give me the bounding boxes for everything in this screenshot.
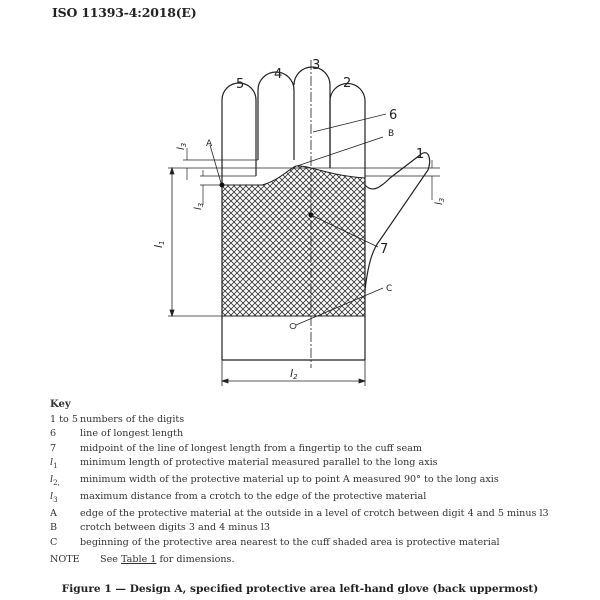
callout-6: 6 xyxy=(389,108,398,123)
dimension-l3-label: $l_3$ xyxy=(176,142,188,150)
digit-label-2: 2 xyxy=(343,76,352,91)
digit-label-1: 1 xyxy=(416,147,425,162)
digit-label-3: 3 xyxy=(312,58,321,73)
table-1-link[interactable]: Table 1 xyxy=(120,554,157,565)
callout-b: B xyxy=(388,129,395,139)
key-row: 6 line of longest length xyxy=(50,428,184,440)
document-id-header: ISO 11393-4:2018(E) xyxy=(52,5,197,20)
point-c-marker xyxy=(290,324,296,329)
key-title: Key xyxy=(50,399,71,410)
key-row: A edge of the protective material at the outside in a level of crotch between digit 4 and 5 minus l3 xyxy=(50,508,549,520)
key-row: $l_{2,}$ minimum width of the protective material up to point A measured 90° to the long axis xyxy=(50,473,499,487)
note-label: NOTE xyxy=(50,554,80,565)
note xyxy=(50,554,235,565)
callout-c: C xyxy=(386,284,393,294)
dimension-l1-label: l1 xyxy=(152,240,166,248)
protective-area xyxy=(222,166,365,316)
digit-label-4: 4 xyxy=(274,67,283,82)
key-row: $l_1$ minimum length of protective material measured parallel to the long axis xyxy=(50,456,438,470)
note-text: See Table 1 for dimensions. xyxy=(100,554,235,565)
key-row: B crotch between digits 3 and 4 minus l3 xyxy=(50,522,270,534)
callout-a: A xyxy=(206,139,213,149)
dimension-l1 xyxy=(170,168,174,316)
figure-caption: Figure 1 — Design A, specified protective area left-hand glove (back uppermost) xyxy=(61,583,539,595)
dimension-l2-label: l2 xyxy=(290,367,298,381)
key-legend xyxy=(50,398,549,550)
point-a-marker xyxy=(220,183,225,188)
dimension-l3-label: $l_3$ xyxy=(193,202,205,210)
callout-7: 7 xyxy=(380,242,389,257)
key-row: C beginning of the protective area nearest to the cuff shaded area is protective material xyxy=(50,536,500,548)
key-row: 1 to 5 numbers of the digits xyxy=(50,414,185,426)
dimension-l3-label: $l_3$ xyxy=(434,197,446,205)
key-row: $l_3$ maximum distance from a crotch to the edge of the protective material xyxy=(50,491,427,504)
digit-label-5: 5 xyxy=(236,77,245,92)
key-row: 7 midpoint of the line of longest length from a fingertip to the cuff seam xyxy=(50,442,422,454)
